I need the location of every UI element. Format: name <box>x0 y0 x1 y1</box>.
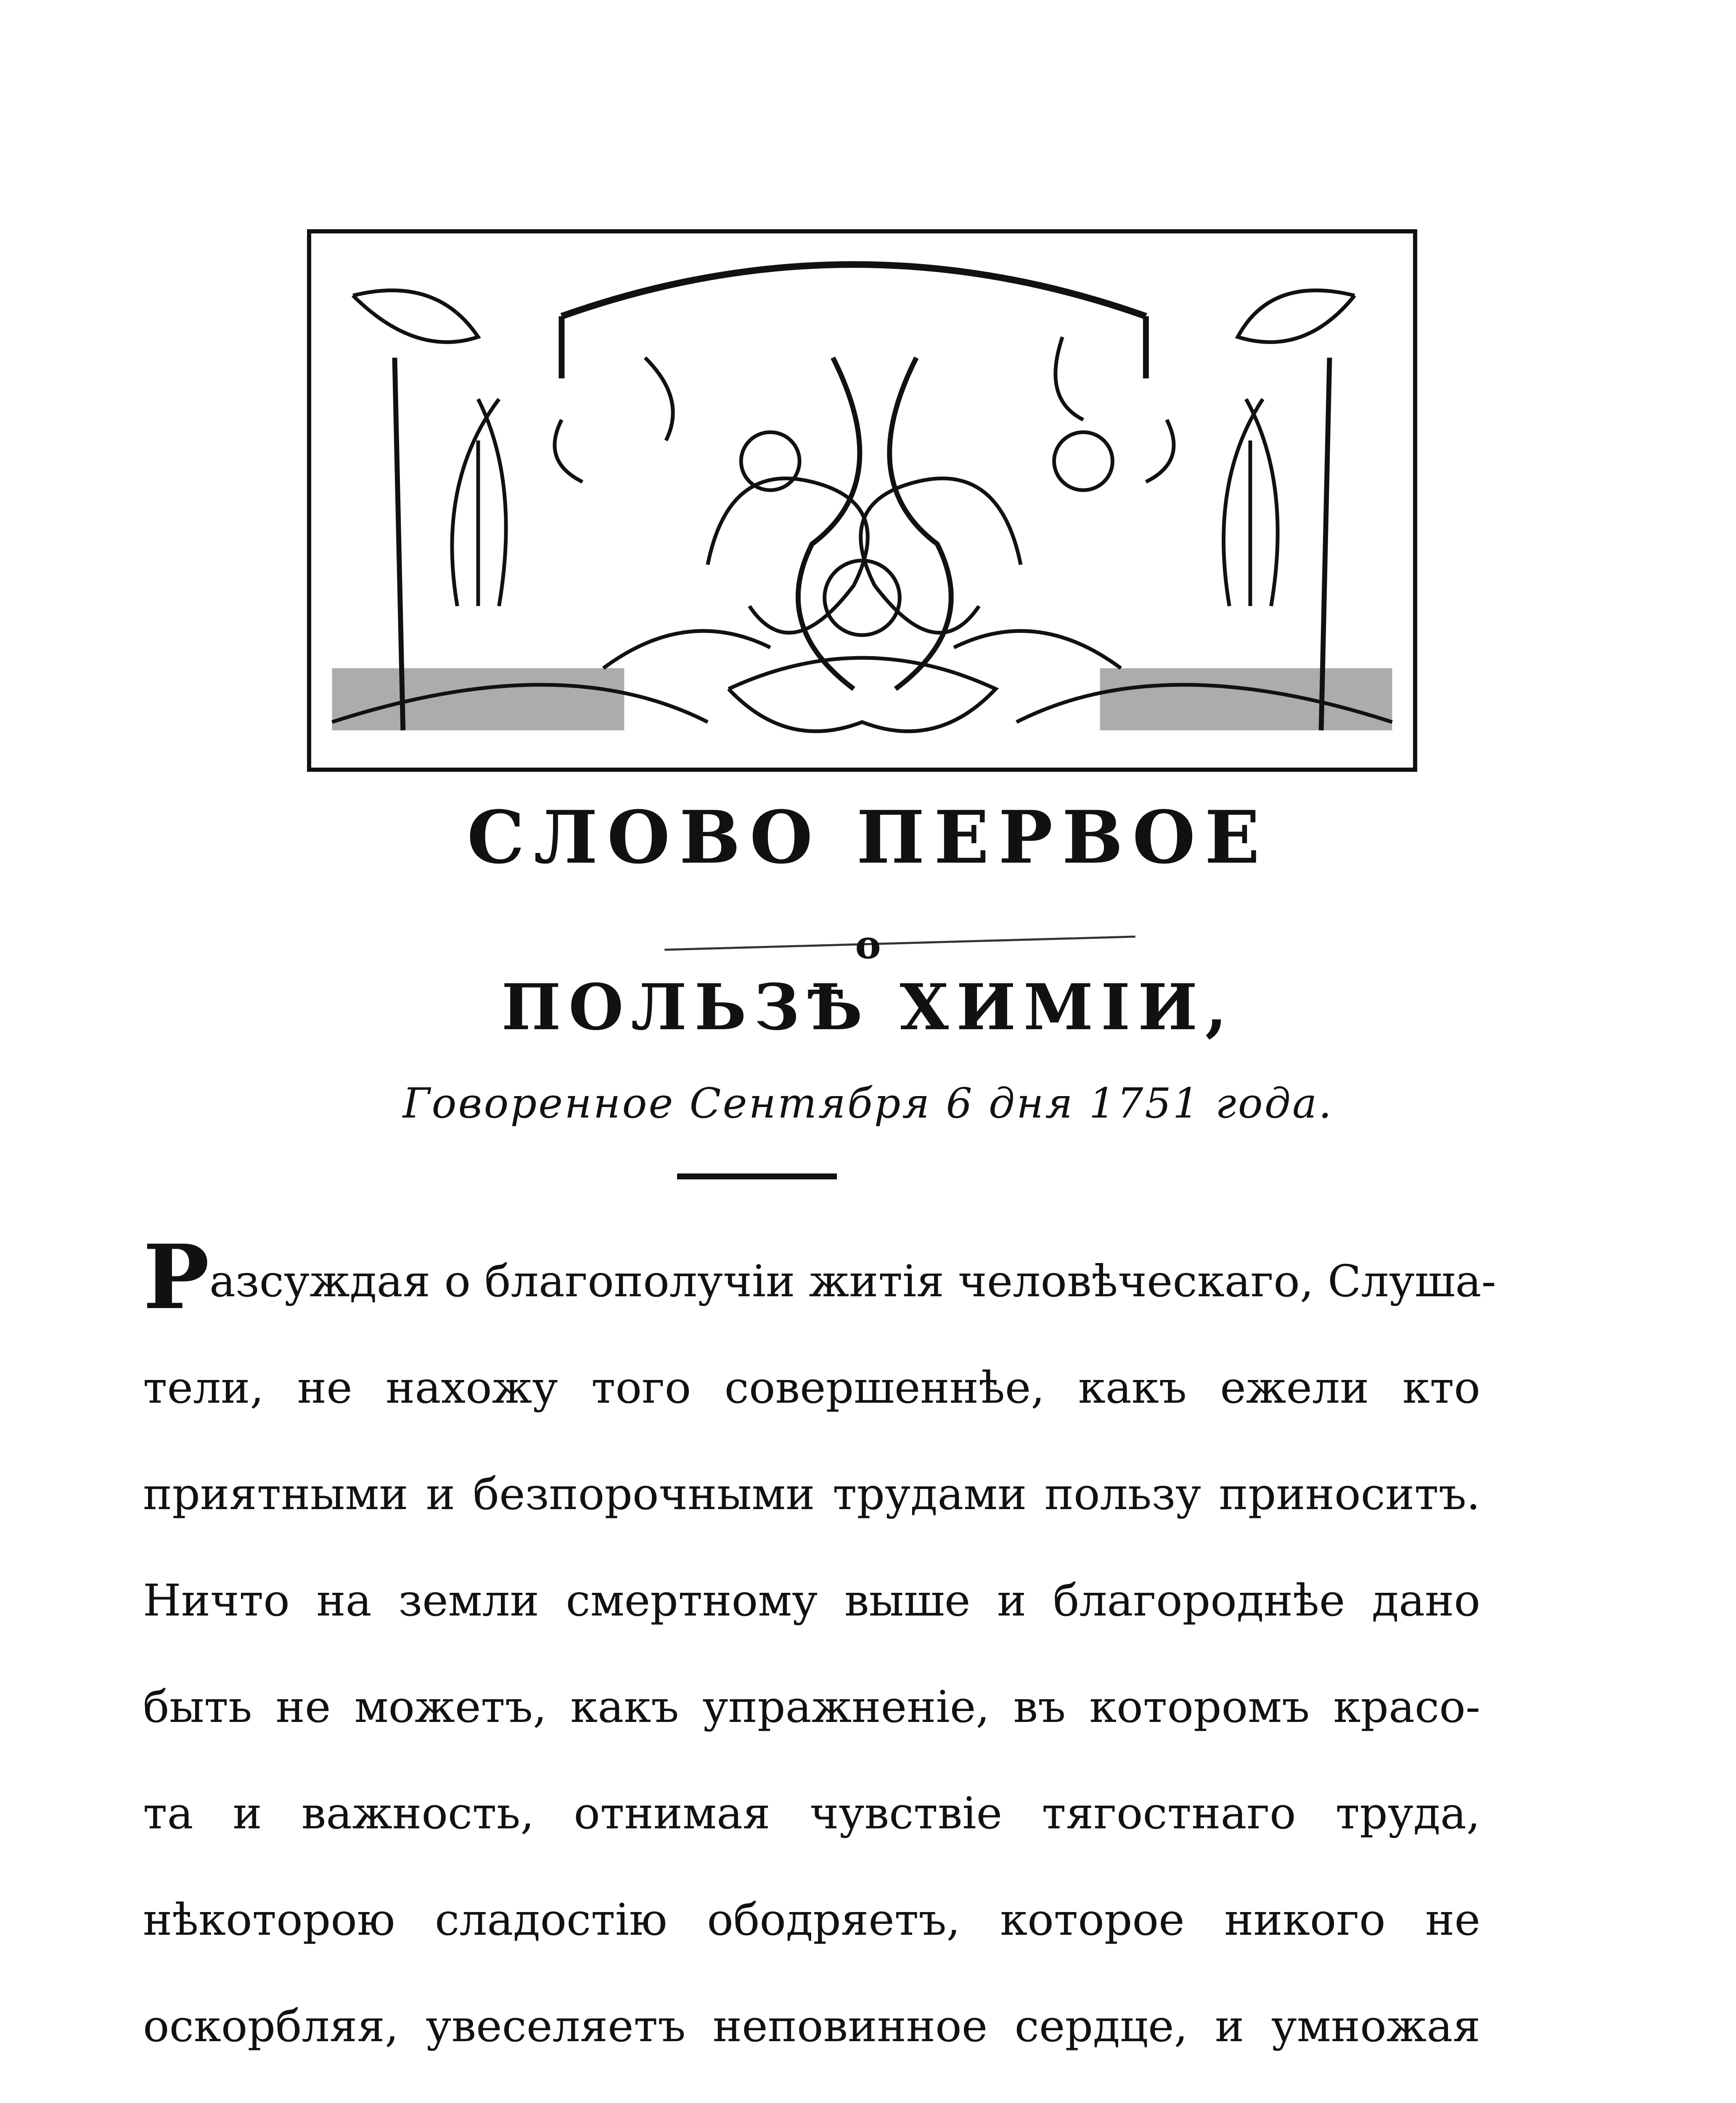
text-line <box>143 1225 1496 1335</box>
page-title: СЛОВО ПЕРВОЕ <box>467 795 1269 880</box>
text-line: нѣкоторою сладостiю ободряетъ, которое никого не <box>143 1894 1480 1945</box>
first-line-text: азсуждая о благополучiи житiя человѣческаго, Слуша- <box>209 1255 1496 1307</box>
drop-cap: Р <box>143 1225 209 1329</box>
text-line: та и важность, отнимая чувствiе тягостнаго труда, <box>143 1788 1480 1839</box>
date-line: Говоренное Сентября 6 дня 1751 года. <box>402 1080 1334 1128</box>
text-line: быть не можетъ, какъ упражненiе, въ которомъ красо- <box>143 1681 1480 1732</box>
body-text <box>143 1225 1496 2103</box>
text-line: Ничто на земли смертному выше и благороднѣе дано <box>143 1575 1480 1626</box>
text-line <box>143 2079 1480 2103</box>
text-line: оскорбляя, увеселяетъ неповинное сердце, и умножая <box>143 2000 1480 2052</box>
preposition: о <box>855 922 881 967</box>
text-line: приятными и безпорочными трудами пользу приноситъ. <box>143 1468 1480 1520</box>
ornament-engraving-icon <box>311 233 1413 768</box>
decorative-headpiece <box>307 229 1417 772</box>
page-subtitle: ПОЛЬЗѢ ХИМIИ, <box>501 970 1235 1044</box>
title-rule <box>677 1173 837 1179</box>
text-line: тели, не нахожу того совершеннѣе, какъ ежели кто <box>143 1362 1480 1413</box>
